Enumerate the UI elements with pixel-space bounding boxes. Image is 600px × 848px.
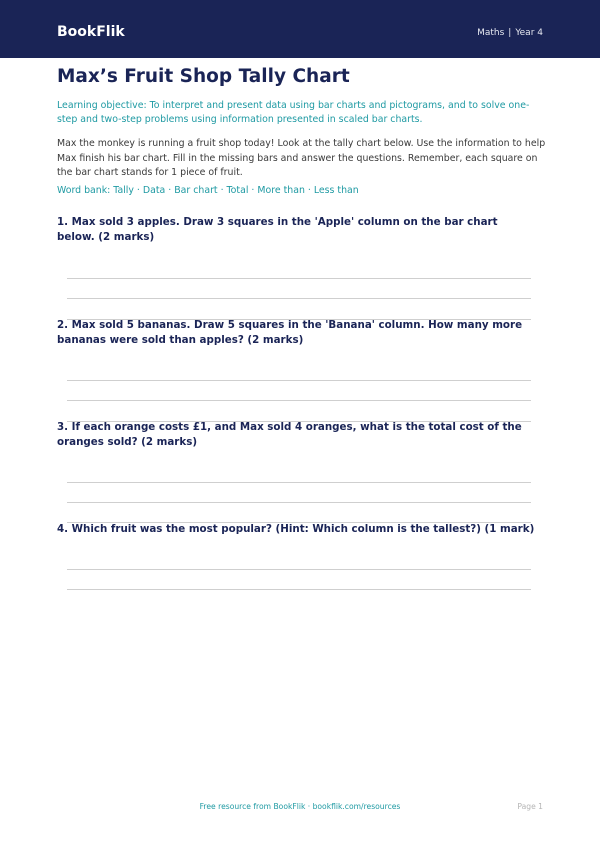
- answer-line[interactable]: [67, 298, 531, 299]
- answer-line[interactable]: [67, 400, 531, 401]
- answer-line[interactable]: [67, 502, 531, 503]
- answer-line[interactable]: [67, 569, 531, 570]
- question-4: 4. Which fruit was the most popular? (Hint: Which column is the tallest?) (1 mark): [57, 523, 535, 535]
- answer-line[interactable]: [67, 482, 531, 483]
- question-1: 1. Max sold 3 apples. Draw 3 squares in the 'Apple' column on the bar chart below. (2 marks): [57, 216, 498, 243]
- question-2: 2. Max sold 5 bananas. Draw 5 squares in the 'Banana' column. How many more bananas were sold than apples? (2 marks): [57, 319, 523, 346]
- brand-logo[interactable]: BookFlik: [57, 24, 125, 40]
- year-label: Year 4: [515, 28, 543, 38]
- page-number: Page 1: [517, 802, 543, 811]
- subject-name: Maths: [477, 28, 505, 38]
- page-header: [0, 0, 600, 58]
- learning-objective: Learning objective: To interpret and present data using bar charts and pictograms, and to solve one-step and two-step problems using information presented in scaled bar charts.: [57, 100, 530, 125]
- page-title: Max’s Fruit Shop Tally Chart: [57, 66, 350, 87]
- question-3: 3. If each orange costs £1, and Max sold 4 oranges, what is the total cost of the oranges sold? (2 marks): [57, 421, 522, 448]
- answer-line[interactable]: [67, 278, 531, 279]
- word-bank: Word bank: Tally · Data · Bar chart · Total · More than · Less than: [57, 185, 359, 196]
- footer-credit[interactable]: Free resource from BookFlik · bookflik.com/resources: [199, 802, 401, 811]
- answer-line[interactable]: [67, 589, 531, 590]
- answer-line[interactable]: [67, 380, 531, 381]
- subject-separator: |: [508, 28, 512, 38]
- subject-label: [477, 27, 543, 39]
- intro-text: Max the monkey is running a fruit shop today! Look at the tally chart below. Use the information to help Max finish his bar chart. Fill in the missing bars and answer the questions. Remember, each square on the bar chart stands for 1 piece of fruit.: [57, 138, 546, 178]
